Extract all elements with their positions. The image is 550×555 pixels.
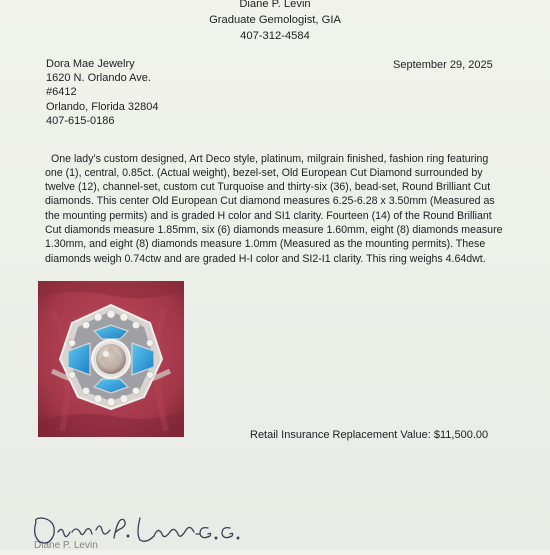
ring-photo bbox=[38, 281, 184, 437]
replacement-value-amount: $11,500.00 bbox=[433, 429, 489, 441]
letterhead bbox=[0, 0, 550, 44]
recipient-name: Dora Mae Jewelry bbox=[46, 58, 135, 70]
appraisal-date: September 29, 2025 bbox=[393, 59, 493, 71]
recipient-unit: #6412 bbox=[46, 86, 77, 99]
appraiser-name: Diane P. Levin bbox=[239, 0, 311, 10]
appraiser-title: Graduate Gemologist, GIA bbox=[209, 14, 341, 26]
ring-illustration bbox=[38, 281, 184, 437]
recipient-city: Orlando, Florida 32804 bbox=[46, 100, 159, 113]
replacement-value-label: Retail Insurance Replacement Value: bbox=[250, 429, 431, 441]
recipient-address bbox=[46, 57, 159, 128]
item-description: One lady’s custom designed, Art Deco style, platinum, milgrain finished, fashion ring featuring one (1), central, 0.85ct. (Actual weight), bezel-set, Old European Cut Diamond surrounded by twelve (12), channel-set, custom cut Turquoise and thirty-six (36), bead-set, Round Brilliant Cut diamonds. This center Old European Cut diamond measures 6.25-6.28 x 3.50mm (Measured as the mounting permits) and is graded H color and SI1 clarity. Fourteen (14) of the Round Brilliant Cut diamonds measure 1.85mm, six (6) diamonds measure 1.60mm, eight (8) diamonds measure 1.30mm, and eight (8) diamonds measure 1.0mm (Measured as the mounting permits). These diamonds weigh 0.74ctw and are graded H-I color and SI2-I1 clarity. This ring weighs 4.64dwt. bbox=[45, 152, 503, 265]
recipient-street: 1620 N. Orlando Ave. bbox=[46, 72, 151, 85]
recipient-phone: 407-615-0186 bbox=[46, 114, 115, 127]
replacement-value bbox=[250, 429, 488, 441]
appraiser-phone: 407-312-4584 bbox=[240, 30, 310, 42]
printed-signature-name: Diane P. Levin bbox=[34, 540, 98, 551]
